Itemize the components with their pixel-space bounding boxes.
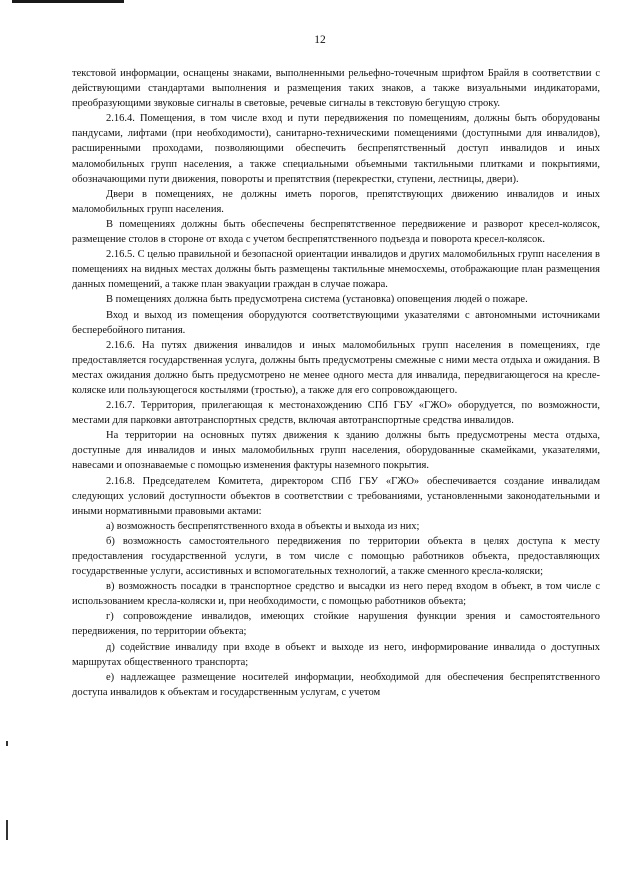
list-item-a: а) возможность беспрепятственного входа в объекты и выхода из них;	[106, 520, 420, 532]
paragraph-1: текстовой информации, оснащены знаками, выполненными рельефно-точечным шрифтом Брайля в соответствии с действующими стандартами выполнения и размещения таких знаков, а также визуальными индикаторами, преобразующими звуковые сигналы в световые, речевые сигналы в текстовую бегущую строку.	[72, 68, 600, 110]
paragraph-2-16-5: 2.16.5. С целью правильной и безопасной ориентации инвалидов и других маломобильных групп населения в помещениях на видных местах должны быть размещены тактильные мнемосхемы, отображающие план размещения данных помещений, а также план эвакуации граждан в случае пожара.	[72, 249, 600, 291]
scan-margin-mark	[6, 820, 8, 840]
paragraph-2-16-4: 2.16.4. Помещения, в том числе вход и пути передвижения по помещениям, должны быть оборудованы пандусами, лифтами (при необходимости), санитарно-техническими помещениями (доступными для инвалидов), расширенными проходами, позволяющими обеспечить беспрепятственный доступ инвалидов и иных маломобильных групп населения, а также специальными объемными тактильными плитками и покрытиями, обозначающими пути движения, повороты и препятствия (перекрестки, ступени, лестницы, двери).	[72, 113, 600, 185]
scan-margin-mark	[6, 741, 8, 746]
paragraph-2-16-8: 2.16.8. Председателем Комитета, директором СПб ГБУ «ГЖО» обеспечивается создание инвалидам следующих условий доступности объектов в соответствии с требованиями, установленными законодательными и иными нормативными правовыми актами:	[72, 475, 600, 517]
list-item-e: е) надлежащее размещение носителей информации, необходимой для обеспечения беспрепятственного доступа инвалидов к объектам и государственным услугам, с учетом	[72, 671, 600, 698]
paragraph-entrance-signs: Вход и выход из помещения оборудуются соответствующими указателями с автономными источниками бесперебойного питания.	[72, 309, 600, 336]
paragraph-2-16-7: 2.16.7. Территория, прилегающая к местонахождению СПб ГБУ «ГЖО» оборудуется, по возможности, местами для парковки автотранспортных средств, включая автотранспортные средства инвалидов.	[72, 400, 600, 427]
list-item-b: б) возможность самостоятельного передвижения по территории объекта в целях доступа к месту предоставления государственной услуги, в том числе с помощью работников объекта, предоставляющих государственные услуги, ассистивных и вспомогательных технологий, а также сменного кресла-коляски;	[72, 535, 600, 578]
paragraph-doors: Двери в помещениях, не должны иметь порогов, препятствующих движению инвалидов и иных маломобильных групп населения.	[72, 188, 600, 215]
document-body	[72, 66, 600, 700]
paragraph-wheelchair-movement: В помещениях должны быть обеспечены беспрепятственное передвижение и разворот кресел-колясок, размещение столов в стороне от входа с учетом беспрепятственного подъезда и поворота кресел-колясок.	[72, 218, 600, 246]
page-number: 12	[314, 34, 326, 46]
list-item-d: д) содействие инвалиду при входе в объект и выходе из него, информирование инвалида о доступных маршрутах общественного транспорта;	[72, 641, 600, 668]
top-border-line	[12, 0, 124, 3]
paragraph-2-16-6: 2.16.6. На путях движения инвалидов и иных маломобильных групп населения в помещениях, где предоставляется государственная услуга, должны быть предусмотрены смежные с ними места отдыха и ожидания. В местах ожидания должно быть предусмотрено не менее одного места для инвалида, передвигающегося на кресле-коляске или пользующегося костылями (тростью), а также для его сопровождающего.	[72, 339, 600, 396]
paragraph-fire-alarm: В помещениях должна быть предусмотрена система (установка) оповещения людей о пожаре.	[106, 294, 528, 306]
list-item-v: в) возможность посадки в транспортное средство и высадки из него перед входом в объект, в том числе с использованием кресла-коляски и, при необходимости, с помощью работников объекта;	[72, 581, 600, 608]
paragraph-territory: На территории на основных путях движения к зданию должны быть предусмотрены места отдыха, доступные для инвалидов и иных маломобильных групп населения, оборудованные скамейками, указателями, навесами и опознаваемые с помощью изменения фактуры наземного покрытия.	[72, 430, 600, 472]
list-item-g: г) сопровождение инвалидов, имеющих стойкие нарушения функции зрения и самостоятельного передвижения, по территории объекта;	[72, 611, 600, 638]
